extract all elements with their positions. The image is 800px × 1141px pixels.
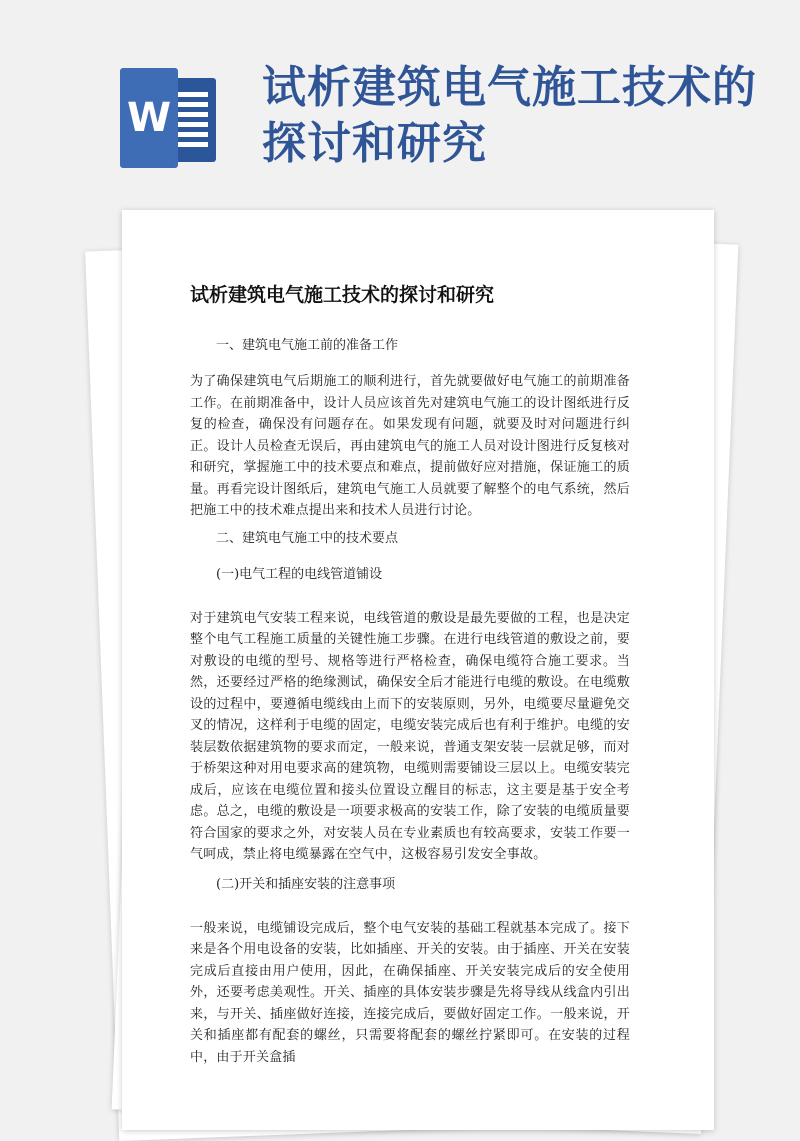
- word-icon-letter: W: [120, 68, 178, 168]
- paragraph: 一般来说，电缆铺设完成后，整个电气安装的基础工程就基本完成了。接下来是各个用电设备的安装，比如插座、开关的安装。由于插座、开关在安装完成后直接由用户使用，因此，在确保插座、开关安装完成后的安全使用外，还要考虑美观性。开关、插座的具体安装步骤是先将导线从线盒内引出来，与开关、插座做好连接，连接完成后，要做好固定工作。一般来说，开关和插座都有配套的螺丝，只需要将配套的螺丝拧紧即可。在安装的过程中，由于开关盒插: [190, 920, 630, 1065]
- subsection-heading: (二)开关和插座安装的注意事项: [216, 876, 396, 892]
- header: [0, 0, 800, 200]
- document-page: [122, 210, 714, 1130]
- document-title: 试析建筑电气施工技术的探讨和研究: [190, 284, 495, 306]
- paragraph: 对于建筑电气安装工程来说，电线管道的敷设是最先要做的工程，也是决定整个电气工程施工质量的关键性施工步骤。在进行电线管道的敷设之前，要对敷设的电缆的型号、规格等进行严格检查，确保电缆符合施工要求。当然，还要经过严格的绝缘测试，确保安全后才能进行电缆的敷设。在电缆敷设的过程中，要遵循电缆线由上而下的安装原则，另外，电缆要尽量避免交叉的情况，这样利于电缆的固定，电缆安装完成后也有利于维护。电缆的安装层数依据建筑物的要求而定，一般来说，普通支架安装一层就足够，而对于桥架这种对用电要求高的建筑物，电缆则需要铺设三层以上。电缆安装完成后，应该在电缆位置和接头位置设立醒目的标志，这主要是基于安全考虑。总之，电缆的敷设是一项要求极高的安装工作，除了安装的电缆质量要符合国家的要求之外，对安装人员在专业素质也有较高要求，安装工作要一气呵成，禁止将电缆暴露在空气中，这极容易引发安全事故。: [190, 610, 630, 862]
- paragraph: 为了确保建筑电气后期施工的顺利进行，首先就要做好电气施工的前期准备工作。在前期准备中，设计人员应该首先对建筑电气施工的设计图纸进行反复的检查，确保没有问题存在。如果发现有问题，就要及时对问题进行纠正。设计人员检查无误后，再由建筑电气的施工人员对设计图进行反复核对和研究，掌握施工中的技术要点和难点，提前做好应对措施，保证施工的质量。再看完设计图纸后，建筑电气施工人员就要了解整个的电气系统，然后把施工中的技术难点提出来和技术人员进行讨论。: [190, 374, 630, 518]
- section-heading: 二、建筑电气施工中的技术要点: [216, 530, 399, 546]
- section-heading: 一、建筑电气施工前的准备工作: [216, 338, 399, 353]
- subsection-heading: (一)电气工程的电线管道铺设: [216, 566, 383, 582]
- document-content: [190, 280, 630, 1074]
- page-title: 试析建筑电气施工技术的探讨和研究: [262, 62, 757, 169]
- word-document-icon: [106, 68, 218, 168]
